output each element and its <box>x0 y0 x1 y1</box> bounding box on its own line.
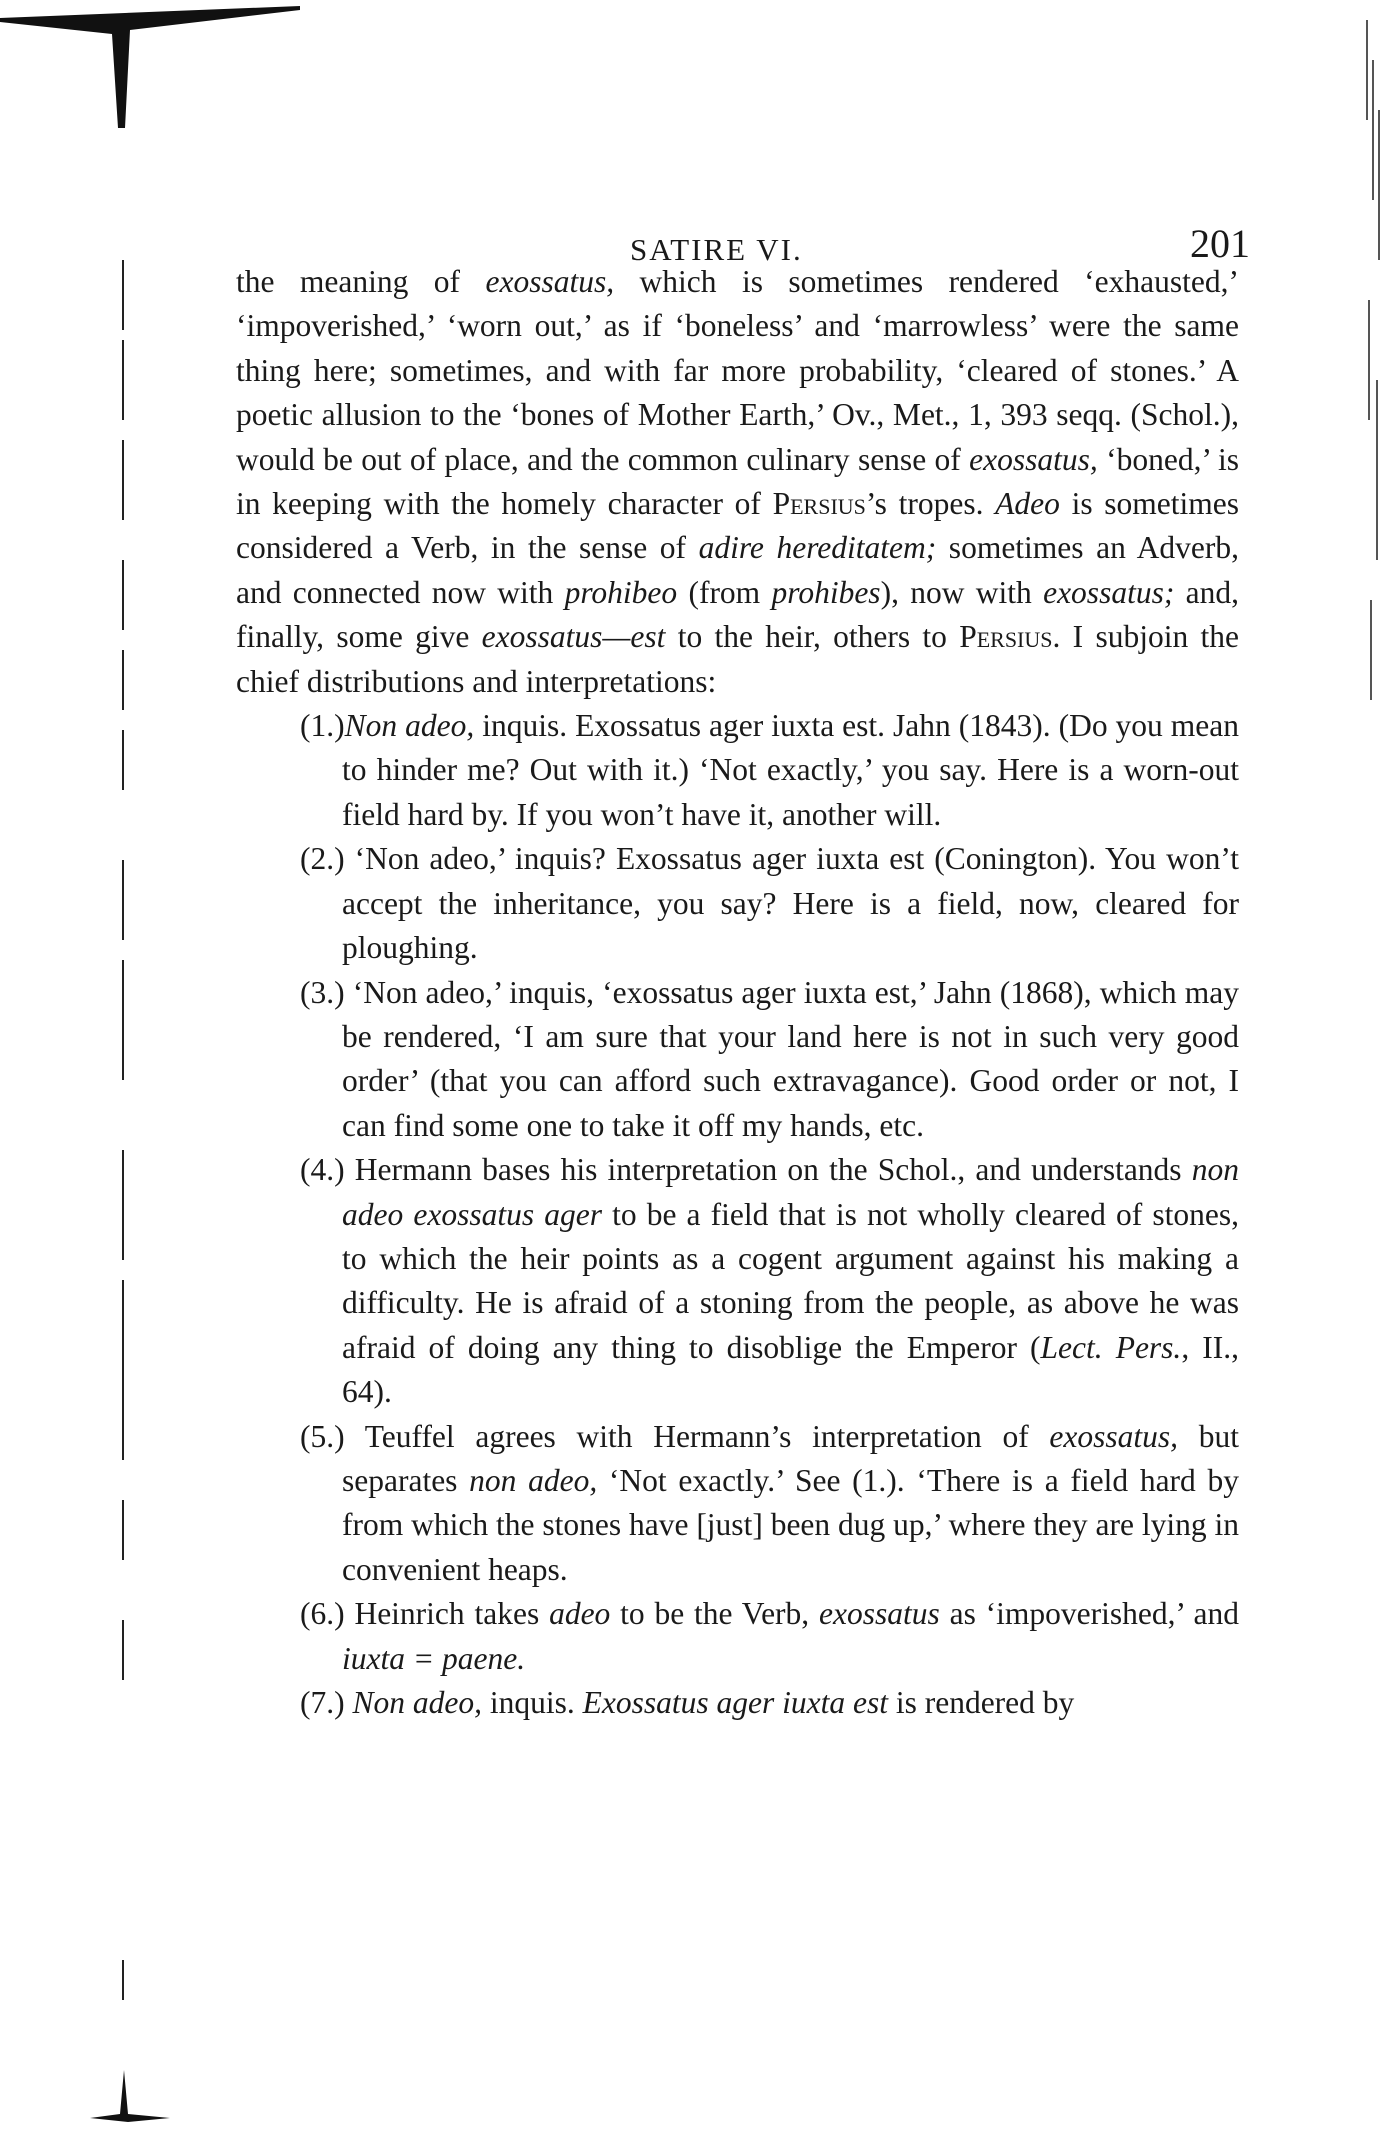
binding-edge-line <box>122 440 124 520</box>
list-item: (1.)Non adeo, inquis. Exossatus ager iuxta est. Jahn (1843). (Do you mean to hinder me? Out with it.) ‘Not exactly,’ you say. Here is a worn-out field hard by. If you won’t have it, another will. <box>300 708 1239 832</box>
list-item: (4.) Hermann bases his interpretation on the Schol., and understands non adeo exossatus ager to be a field that is not wholly cleared of stones, to which the heir points as a cogent argument against his making a difficulty. He is afraid of a stoning from the people, as above he was afraid of doing any thing to disoblige the Emperor (Lect. Pers., II., 64). <box>300 1152 1240 1410</box>
commentary-text <box>236 260 1239 1725</box>
binding-edge-line <box>122 560 124 630</box>
list-item: (7.) Non adeo, inquis. Exossatus ager iuxta est is rendered by <box>300 1685 1075 1720</box>
binding-edge-line <box>122 960 124 1080</box>
binding-edge-line <box>122 1500 124 1560</box>
list-item: (2.) ‘Non adeo,’ inquis? Exossatus ager iuxta est (Conington). You won’t accept the inheritance, you say? Here is a field, now, cleared for ploughing. <box>300 841 1239 966</box>
list-item: (3.) ‘Non adeo,’ inquis, ‘exossatus ager iuxta est,’ Jahn (1868), which may be rendered, ‘I am sure that your land here is not in such very good order’ (that you can afford such extravagance). Good order or not, I can find some one to take it off my hands, etc. <box>300 974 1239 1143</box>
scan-right-edge <box>1359 0 1399 720</box>
interpretations-list <box>236 704 1239 1725</box>
binding-edge-line <box>122 1960 124 2000</box>
binding-edge-line <box>122 1150 124 1260</box>
binding-edge-line <box>122 860 124 940</box>
intro-paragraph: the meaning of exossatus, which is sometimes rendered ‘exhausted,’ ‘impoverished,’ ‘worn out,’ as if ‘boneless’ and ‘marrowless’ were the same thing here; sometimes, and with far more probability, ‘cleared of stones.’ A poetic allusion to the ‘bones of Mother Earth,’ Ov., Met., 1, 393 seqq. (Schol.), would be out of place, and the common culinary sense of exossatus, ‘boned,’ is in keeping with the homely character of Persius’s tropes. Adeo is sometimes considered a Verb, in the sense of adire hereditatem; sometimes an Adverb, and connected now with prohibeo (from prohibes), now with exossatus; and, finally, some give exossatus—est to the heir, others to Persius. I subjoin the chief distributions and interpretations: <box>236 264 1240 699</box>
chapter-title: SATIRE VI. <box>630 232 803 267</box>
binding-edge-line <box>122 1620 124 1680</box>
list-item: (6.) Heinrich takes adeo to be the Verb, exossatus as ‘impoverished,’ and iuxta = paene. <box>300 1596 1239 1676</box>
list-item: (5.) Teuffel agrees with Hermann’s interpretation of exossatus, but separates non adeo, ‘Not exactly.’ See (1.). ‘There is a field hard by from which the stones have [just] been dug up,’ where they are lying in convenient heaps. <box>300 1418 1239 1587</box>
binding-edge-line <box>122 650 124 710</box>
scan-corner-mark <box>90 2060 170 2130</box>
binding-edge-line <box>122 260 124 330</box>
binding-edge-line <box>122 1280 124 1460</box>
binding-edge-line <box>122 730 124 790</box>
scan-corner-mark <box>0 0 310 130</box>
binding-edge-line <box>122 340 124 420</box>
page-number: 201 <box>1190 221 1250 266</box>
